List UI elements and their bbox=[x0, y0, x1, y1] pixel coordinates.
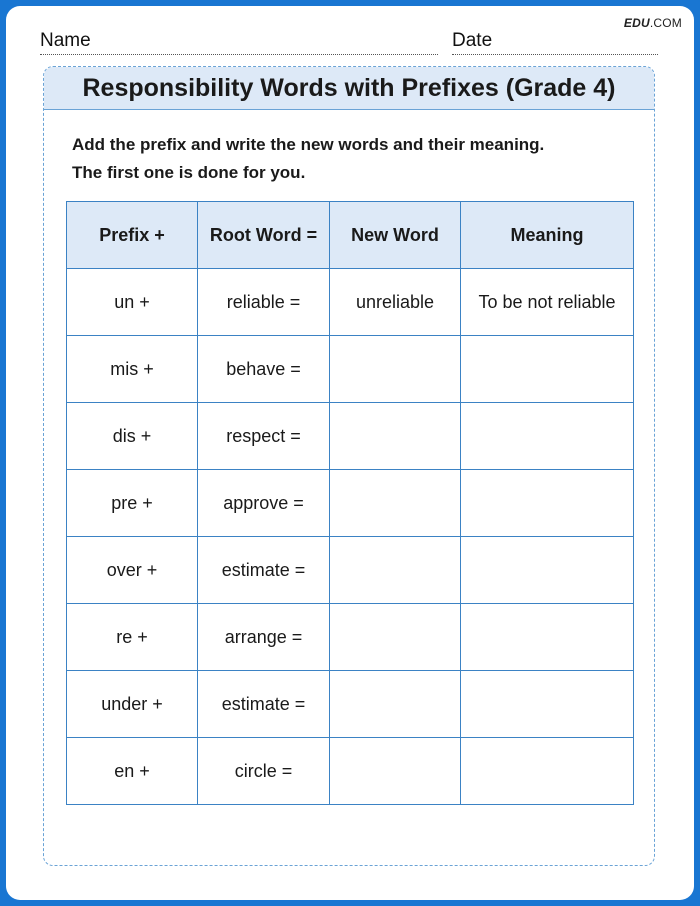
table-row bbox=[67, 470, 634, 537]
new-word-cell[interactable] bbox=[330, 537, 461, 604]
title-band bbox=[44, 67, 654, 110]
worksheet-page bbox=[6, 6, 694, 900]
prefix-cell: over + bbox=[67, 537, 198, 604]
meaning-cell[interactable] bbox=[461, 336, 634, 403]
table-header-row bbox=[67, 202, 634, 269]
meaning-cell[interactable] bbox=[461, 671, 634, 738]
meaning-cell[interactable] bbox=[461, 604, 634, 671]
root-word-cell: approve = bbox=[198, 470, 330, 537]
name-field[interactable] bbox=[40, 28, 438, 55]
prefix-cell: mis + bbox=[67, 336, 198, 403]
meaning-cell[interactable]: To be not reliable bbox=[461, 269, 634, 336]
header-root-word: Root Word = bbox=[198, 202, 330, 269]
prefix-cell: un + bbox=[67, 269, 198, 336]
meaning-cell[interactable] bbox=[461, 537, 634, 604]
header-new-word: New Word bbox=[330, 202, 461, 269]
instructions bbox=[72, 131, 632, 187]
table-row bbox=[67, 269, 634, 336]
prefix-cell: en + bbox=[67, 738, 198, 805]
new-word-cell[interactable]: unreliable bbox=[330, 269, 461, 336]
date-field[interactable] bbox=[452, 28, 658, 55]
meaning-cell[interactable] bbox=[461, 738, 634, 805]
instructions-line-1: Add the prefix and write the new words and their meaning. bbox=[72, 135, 545, 154]
table-row bbox=[67, 537, 634, 604]
table-row bbox=[67, 336, 634, 403]
table-row bbox=[67, 738, 634, 805]
logo-suffix-text: .COM bbox=[649, 16, 682, 30]
prefix-cell: under + bbox=[67, 671, 198, 738]
new-word-cell[interactable] bbox=[330, 671, 461, 738]
new-word-cell[interactable] bbox=[330, 470, 461, 537]
prefix-cell: pre + bbox=[67, 470, 198, 537]
date-label: Date bbox=[452, 30, 493, 51]
meaning-cell[interactable] bbox=[461, 470, 634, 537]
table-row bbox=[67, 604, 634, 671]
new-word-cell[interactable] bbox=[330, 604, 461, 671]
name-label: Name bbox=[40, 30, 91, 51]
root-word-cell: estimate = bbox=[198, 671, 330, 738]
new-word-cell[interactable] bbox=[330, 336, 461, 403]
new-word-cell[interactable] bbox=[330, 738, 461, 805]
table-row bbox=[67, 671, 634, 738]
root-word-cell: behave = bbox=[198, 336, 330, 403]
prefix-cell: re + bbox=[67, 604, 198, 671]
header-prefix: Prefix + bbox=[67, 202, 198, 269]
root-word-cell: arrange = bbox=[198, 604, 330, 671]
meaning-cell[interactable] bbox=[461, 403, 634, 470]
new-word-cell[interactable] bbox=[330, 403, 461, 470]
root-word-cell: estimate = bbox=[198, 537, 330, 604]
root-word-cell: respect = bbox=[198, 403, 330, 470]
prefix-cell: dis + bbox=[67, 403, 198, 470]
logo-bold-text: EDU bbox=[623, 16, 650, 30]
worksheet-title: Responsibility Words with Prefixes (Grade 4) bbox=[82, 73, 616, 102]
instructions-line-2: The first one is done for you. bbox=[72, 163, 306, 182]
prefix-table bbox=[66, 201, 634, 805]
root-word-cell: reliable = bbox=[198, 269, 330, 336]
header-meaning: Meaning bbox=[461, 202, 634, 269]
root-word-cell: circle = bbox=[198, 738, 330, 805]
table-row bbox=[67, 403, 634, 470]
